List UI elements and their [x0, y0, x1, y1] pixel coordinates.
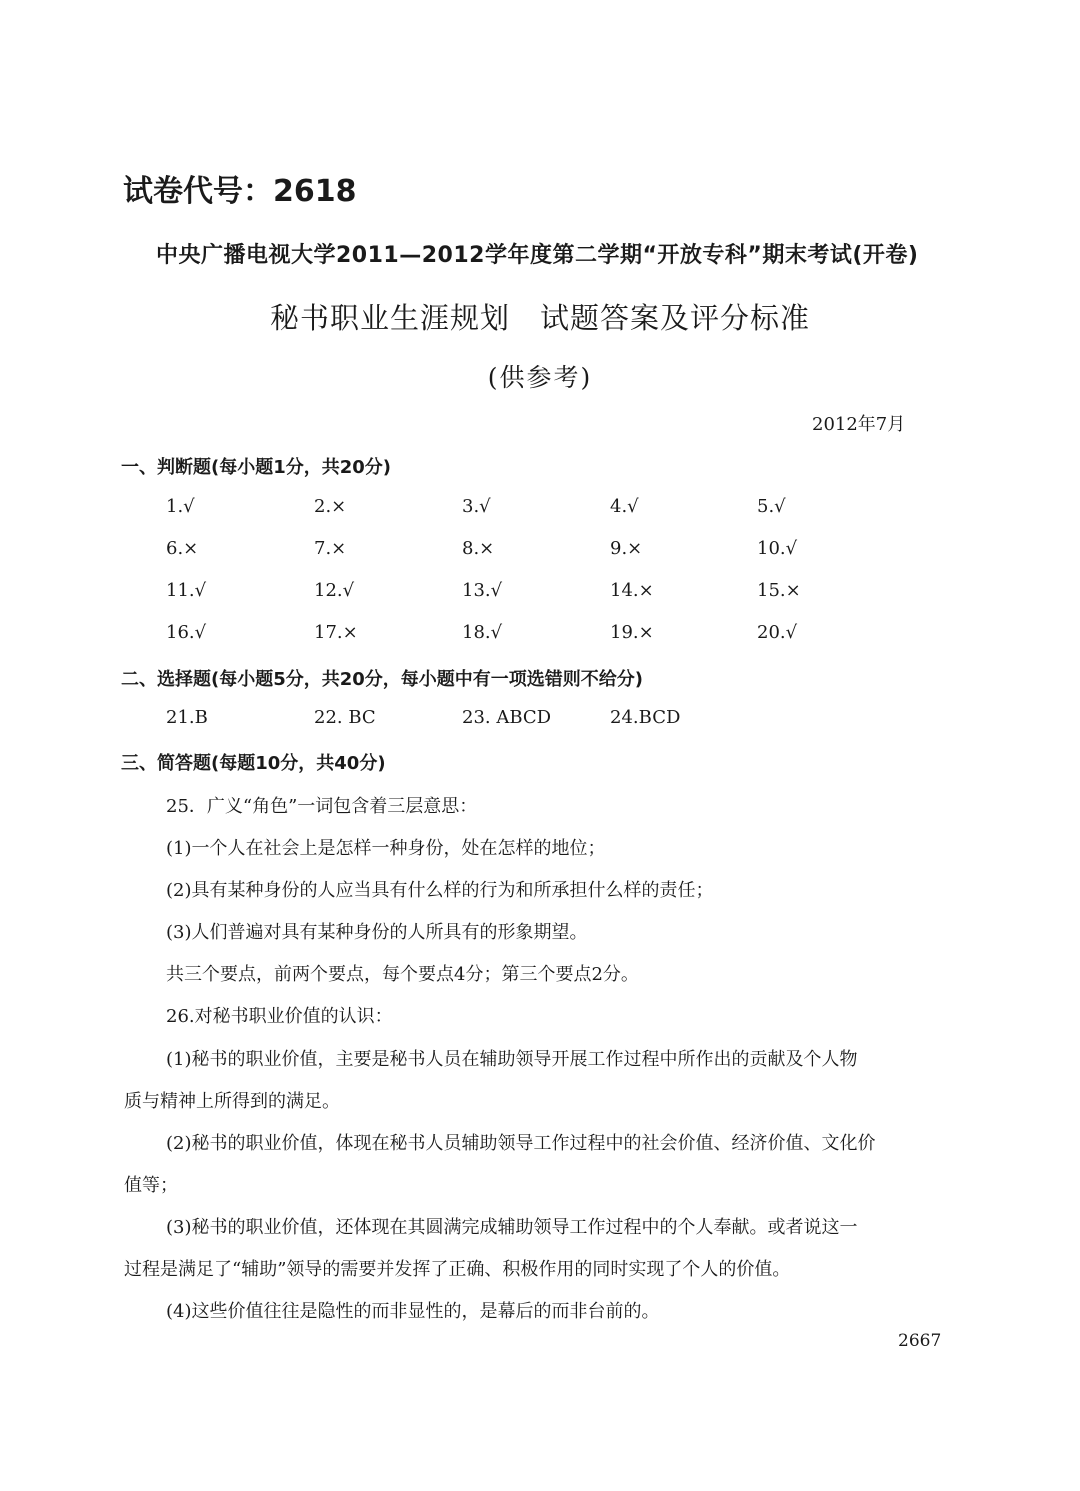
answer-item: 24.BCD: [610, 707, 681, 728]
answer-item: 19.×: [610, 622, 654, 643]
answer-item: 9.×: [610, 538, 643, 559]
answer-item: 20.√: [757, 622, 798, 643]
answer-item: 14.×: [610, 580, 654, 601]
answer-line: (2)秘书的职业价值，体现在秘书人员辅助领导工作过程中的社会价值、经济价值、文化价: [166, 1133, 876, 1154]
answer-item: 15.×: [757, 580, 801, 601]
paper-code: 试卷代号：2618: [123, 174, 357, 209]
answer-line: 26.对秘书职业价值的认识：: [166, 1006, 393, 1027]
exam-title: 中央广播电视大学2011—2012学年度第二学期“开放专科”期末考试(开卷): [156, 243, 919, 268]
section-heading-short-answer: 三、简答题(每题10分，共40分): [121, 753, 386, 774]
answer-item: 22. BC: [314, 707, 376, 728]
answer-line: (1)一个人在社会上是怎样一种身份，处在怎样的地位；: [166, 838, 606, 859]
answer-item: 13.√: [462, 580, 503, 601]
answer-item: 12.√: [314, 580, 355, 601]
answer-item: 6.×: [166, 538, 199, 559]
answer-line: 25．广义“角色”一词包含着三层意思：: [166, 796, 478, 817]
answer-item: 4.√: [610, 496, 639, 517]
answer-line: (3)人们普遍对具有某种身份的人所具有的形象期望。: [166, 922, 588, 943]
scoring-note: 共三个要点，前两个要点，每个要点4分；第三个要点2分。: [166, 964, 639, 985]
answer-line: (4)这些价值往往是隐性的而非显性的，是幕后的而非台前的。: [166, 1301, 660, 1322]
answer-item: 5.√: [757, 496, 786, 517]
answer-item: 3.√: [462, 496, 491, 517]
answer-line: (1)秘书的职业价值，主要是秘书人员在辅助领导开展工作过程中所作出的贡献及个人物: [166, 1049, 858, 1070]
page-number: 2667: [898, 1331, 942, 1351]
answer-item: 7.×: [314, 538, 347, 559]
section-heading-multiple-choice: 二、选择题(每小题5分，共20分，每小题中有一项选错则不给分): [121, 669, 644, 690]
answer-line-continued: 过程是满足了“辅助”领导的需要并发挥了正确、积极作用的同时实现了个人的价值。: [124, 1259, 791, 1280]
answer-item: 11.√: [166, 580, 207, 601]
answer-line: (3)秘书的职业价值，还体现在其圆满完成辅助领导工作过程中的个人奉献。或者说这一: [166, 1217, 858, 1238]
answer-item: 1.√: [166, 496, 195, 517]
answer-item: 2.×: [314, 496, 347, 517]
answer-item: 10.√: [757, 538, 798, 559]
answer-line: (2)具有某种身份的人应当具有什么样的行为和所承担什么样的责任；: [166, 880, 714, 901]
issue-date: 2012年7月: [812, 414, 906, 435]
answer-line-continued: 质与精神上所得到的满足。: [124, 1091, 340, 1112]
answer-item: 8.×: [462, 538, 495, 559]
document-title: 秘书职业生涯规划 试题答案及评分标准: [269, 301, 810, 335]
answer-item: 17.×: [314, 622, 358, 643]
answer-item: 16.√: [166, 622, 207, 643]
answer-item: 23. ABCD: [462, 707, 552, 728]
section-heading-true-false: 一、判断题(每小题1分，共20分): [121, 457, 392, 478]
answer-line-continued: 值等；: [124, 1175, 178, 1196]
reference-note: (供参考): [487, 363, 593, 392]
answer-item: 21.B: [166, 707, 208, 728]
answer-item: 18.√: [462, 622, 503, 643]
